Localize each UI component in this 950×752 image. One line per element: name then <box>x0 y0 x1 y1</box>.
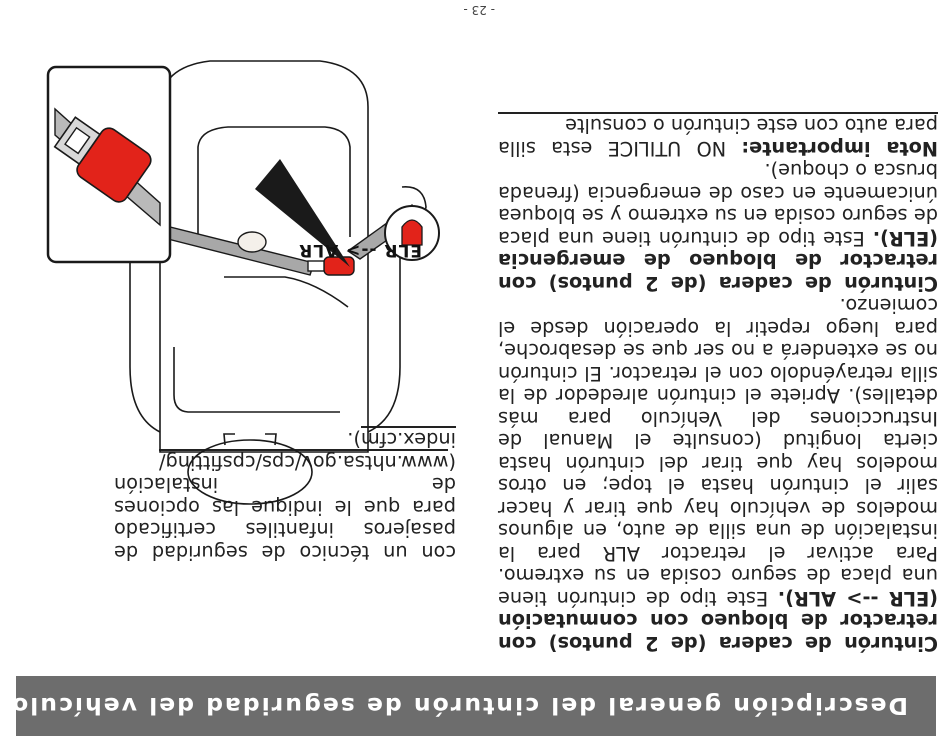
note-label: Nota importante: <box>741 137 938 160</box>
section1-heading: Cinturón de cadera (de 2 puntos) con retractor de bloqueo con conmutación (ELR --> ALR). <box>498 587 938 655</box>
important-note <box>498 112 938 159</box>
right-text-after-link: ). <box>347 428 361 452</box>
section-banner <box>10 676 936 736</box>
section1-body: Este tipo de cinturón tiene una placa de seguro cosida en su extremo. Para activar el retractor ALR para la instalación de una silla de auto, en algunos modelos de vehículo hay que tirar y hacer salir el cinturón hasta el tope; en otros modelos hay que tirar del cinturón hasta cierta longitud (consulte el Manual de Instrucciones del Vehículo para más detalles). Apriete el cinturón alrededor de la silla retrayéndolo con el retractor. El cinturón no se extenderá a no ser que se desabroche, para luego repetir la operación desde el comienzo. <box>498 294 938 610</box>
car-seat-illustration <box>40 27 460 507</box>
section2-heading: Cinturón de cadera (de 2 puntos) con retractor de bloqueo de emergencia (ELR). <box>498 227 938 295</box>
section1-paragraph <box>498 294 938 654</box>
banner-title: Descripción general del cinturón de seguridad del vehículo <box>10 692 908 720</box>
note-body: NO UTILICE esta silla para auto con este cinturón o consulte <box>498 114 938 160</box>
nhtsa-link[interactable]: www.nhtsa.gov/cps/cpsfitting/ index.cfm <box>159 428 456 474</box>
seat-belt-buckle-closeup <box>48 67 170 262</box>
right-text-before-link: con un técnico de seguridad de pasajeros infantiles certificado para que le indique las opciones de instalación ( <box>114 451 456 564</box>
left-column <box>498 112 938 654</box>
section2-paragraph <box>498 159 938 294</box>
elr-alr-label: ELR --> ALR <box>298 240 422 260</box>
seat-belt-strap-right <box>160 225 314 275</box>
page-number: - 23 - <box>463 3 495 17</box>
section2-body: Este tipo de cinturón tiene una placa de seguro cosida en su extremo y se bloquea únicamente en caso de emergencia (frenada brusca o choque). <box>498 159 938 250</box>
seat-bolt <box>238 232 266 252</box>
